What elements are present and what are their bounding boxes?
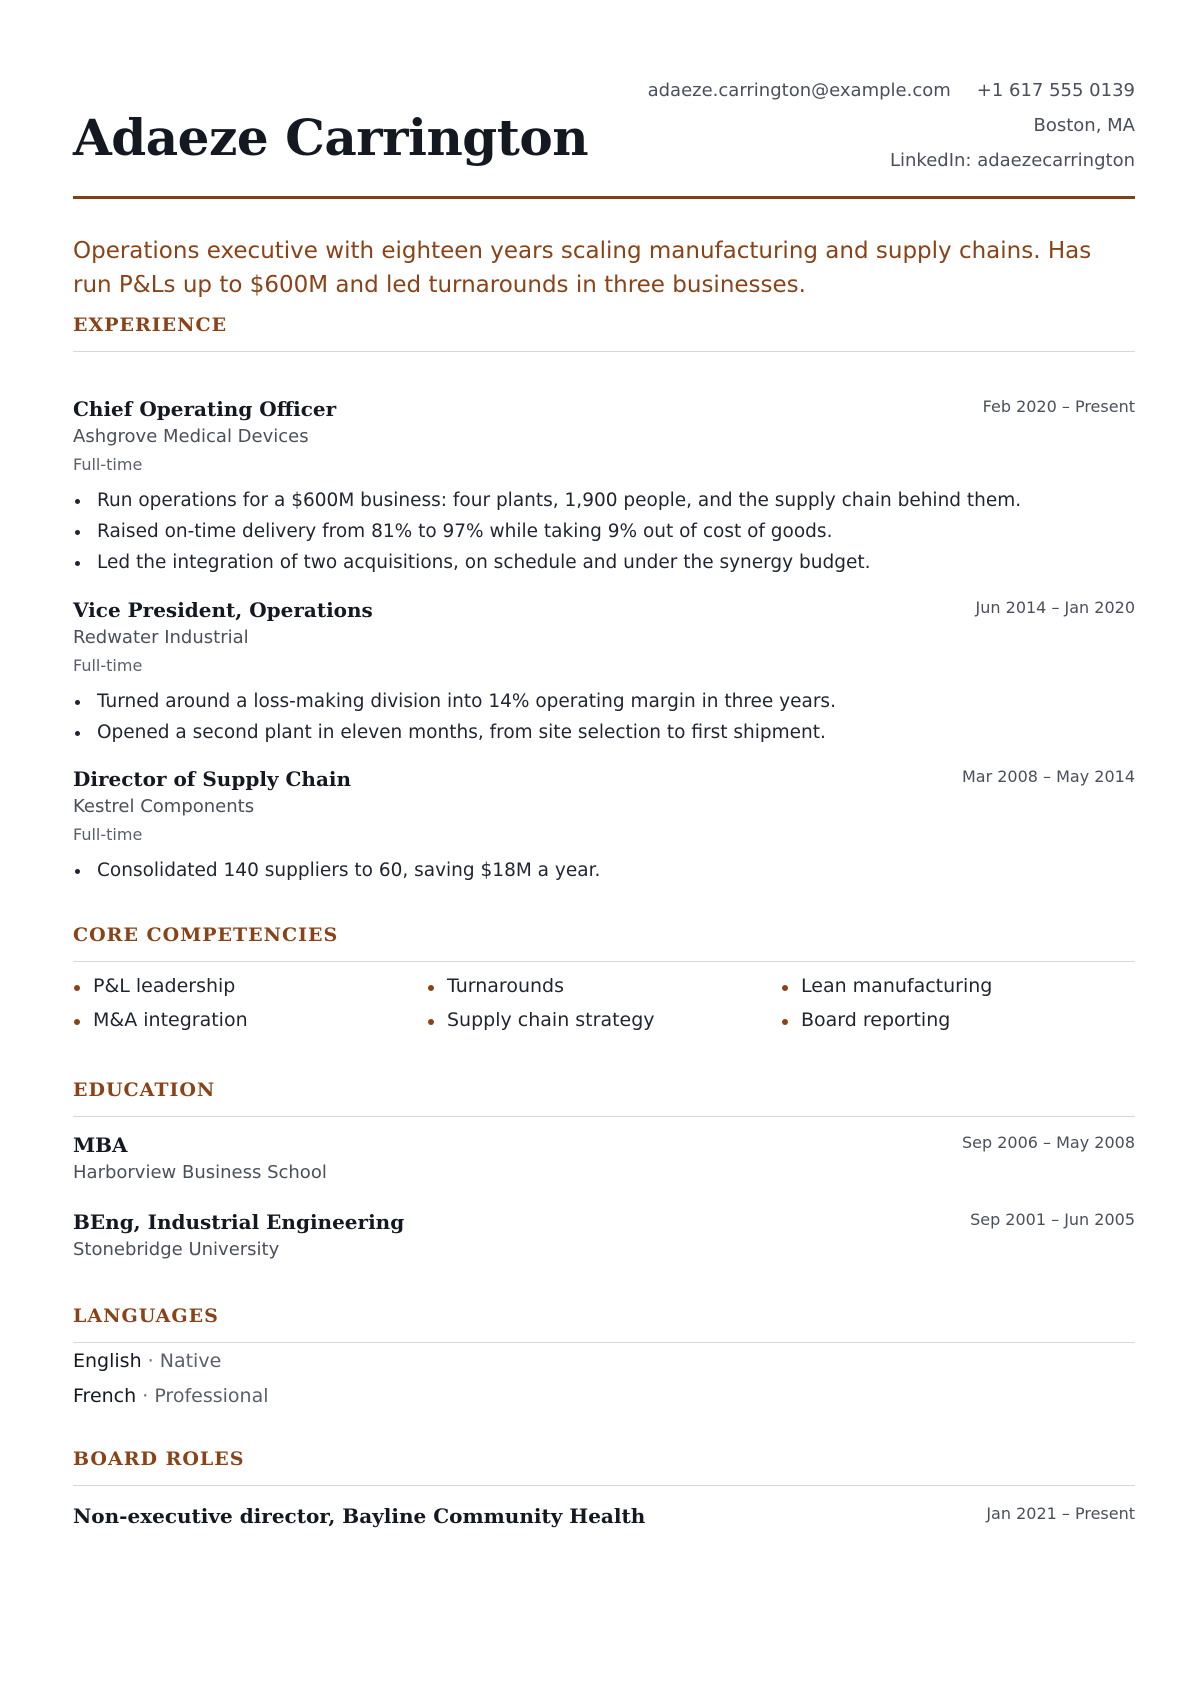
linkedin-link[interactable]: LinkedIn: adaezecarrington bbox=[889, 150, 1135, 171]
languages-section-header bbox=[73, 1302, 1135, 1343]
competency-item: P&L leadership bbox=[73, 971, 427, 1002]
education-section-header bbox=[73, 1076, 1135, 1117]
section-title: EDUCATION bbox=[73, 1079, 216, 1101]
job-company: Ashgrove Medical Devices bbox=[73, 426, 309, 447]
competencies-section-header bbox=[73, 921, 1135, 962]
phone-text: +1 617 555 0139 bbox=[976, 80, 1135, 101]
degree-title: MBA bbox=[73, 1133, 128, 1157]
job-company: Kestrel Components bbox=[73, 796, 255, 817]
competency-item: Turnarounds bbox=[427, 971, 781, 1002]
language-separator: · bbox=[142, 1385, 149, 1407]
section-title: CORE COMPETENCIES bbox=[73, 924, 339, 946]
language-name: French bbox=[73, 1385, 137, 1407]
section-divider bbox=[73, 1116, 1135, 1117]
education-dates: Sep 2001 – Jun 2005 bbox=[970, 1210, 1135, 1229]
competency-item: M&A integration bbox=[73, 1005, 427, 1036]
job-role: Chief Operating Officer bbox=[73, 397, 337, 421]
section-divider bbox=[73, 961, 1135, 962]
section-divider bbox=[73, 1342, 1135, 1343]
language-separator: · bbox=[147, 1350, 154, 1372]
board-section-header bbox=[73, 1445, 1135, 1486]
experience-entry bbox=[73, 765, 1135, 886]
education-dates: Sep 2006 – May 2008 bbox=[961, 1133, 1135, 1152]
board-dates: Jan 2021 – Present bbox=[986, 1504, 1135, 1523]
job-role: Vice President, Operations bbox=[73, 598, 373, 622]
job-bullets bbox=[73, 686, 1135, 748]
job-dates: Mar 2008 – May 2014 bbox=[961, 767, 1135, 786]
board-entry bbox=[73, 1502, 1135, 1530]
education-entry bbox=[73, 1208, 1135, 1264]
job-role: Director of Supply Chain bbox=[73, 767, 352, 791]
employment-type: Full-time bbox=[73, 656, 143, 675]
bullet-item: Run operations for a $600M business: four plants, 1,900 people, and the supply chain behind them. bbox=[73, 485, 1135, 516]
language-item bbox=[73, 1347, 221, 1375]
employment-type: Full-time bbox=[73, 455, 143, 474]
resume-page bbox=[73, 0, 1135, 1698]
section-title: BOARD ROLES bbox=[73, 1448, 245, 1470]
job-bullets bbox=[73, 855, 1135, 886]
job-dates: Jun 2014 – Jan 2020 bbox=[975, 598, 1135, 617]
school-name: Stonebridge University bbox=[73, 1239, 280, 1260]
bullet-item: Consolidated 140 suppliers to 60, saving $18M a year. bbox=[73, 855, 1135, 886]
header-divider bbox=[73, 196, 1135, 199]
section-title: EXPERIENCE bbox=[73, 314, 228, 336]
job-bullets bbox=[73, 485, 1135, 578]
location-text: Boston, MA bbox=[1033, 115, 1135, 136]
bullet-item: Led the integration of two acquisitions, on schedule and under the synergy budget. bbox=[73, 547, 1135, 578]
bullet-item: Raised on-time delivery from 81% to 97% while taking 9% out of cost of goods. bbox=[73, 516, 1135, 547]
language-level: Native bbox=[159, 1350, 222, 1372]
section-title: LANGUAGES bbox=[73, 1305, 219, 1327]
experience-entry bbox=[73, 596, 1135, 748]
competencies-list bbox=[73, 971, 1135, 1036]
language-name: English bbox=[73, 1350, 142, 1372]
bullet-item: Opened a second plant in eleven months, from site selection to first shipment. bbox=[73, 717, 1135, 748]
competency-item: Board reporting bbox=[781, 1005, 1135, 1036]
school-name: Harborview Business School bbox=[73, 1162, 327, 1183]
employment-type: Full-time bbox=[73, 825, 143, 844]
section-divider bbox=[73, 1485, 1135, 1486]
job-dates: Feb 2020 – Present bbox=[982, 397, 1135, 416]
language-item bbox=[73, 1382, 269, 1410]
competency-item: Supply chain strategy bbox=[427, 1005, 781, 1036]
degree-title: BEng, Industrial Engineering bbox=[73, 1210, 405, 1234]
education-entry bbox=[73, 1131, 1135, 1187]
email-link[interactable]: adaeze.carrington@example.com bbox=[647, 80, 951, 101]
bullet-item: Turned around a loss-making division into 14% operating margin in three years. bbox=[73, 686, 1135, 717]
experience-entry bbox=[73, 395, 1135, 578]
experience-section-header bbox=[73, 311, 1135, 352]
contact-block bbox=[648, 73, 1135, 178]
section-divider bbox=[73, 351, 1135, 352]
job-company: Redwater Industrial bbox=[73, 627, 249, 648]
candidate-name: Adaeze Carrington bbox=[73, 108, 589, 167]
competency-item: Lean manufacturing bbox=[781, 971, 1135, 1002]
language-level: Professional bbox=[154, 1385, 269, 1407]
summary-text: Operations executive with eighteen years scaling manufacturing and supply chains. Has run P&Ls up to $600M and led turnarounds in three businesses. bbox=[73, 238, 1092, 298]
board-role: Non-executive director, Bayline Community Health bbox=[73, 1504, 646, 1528]
